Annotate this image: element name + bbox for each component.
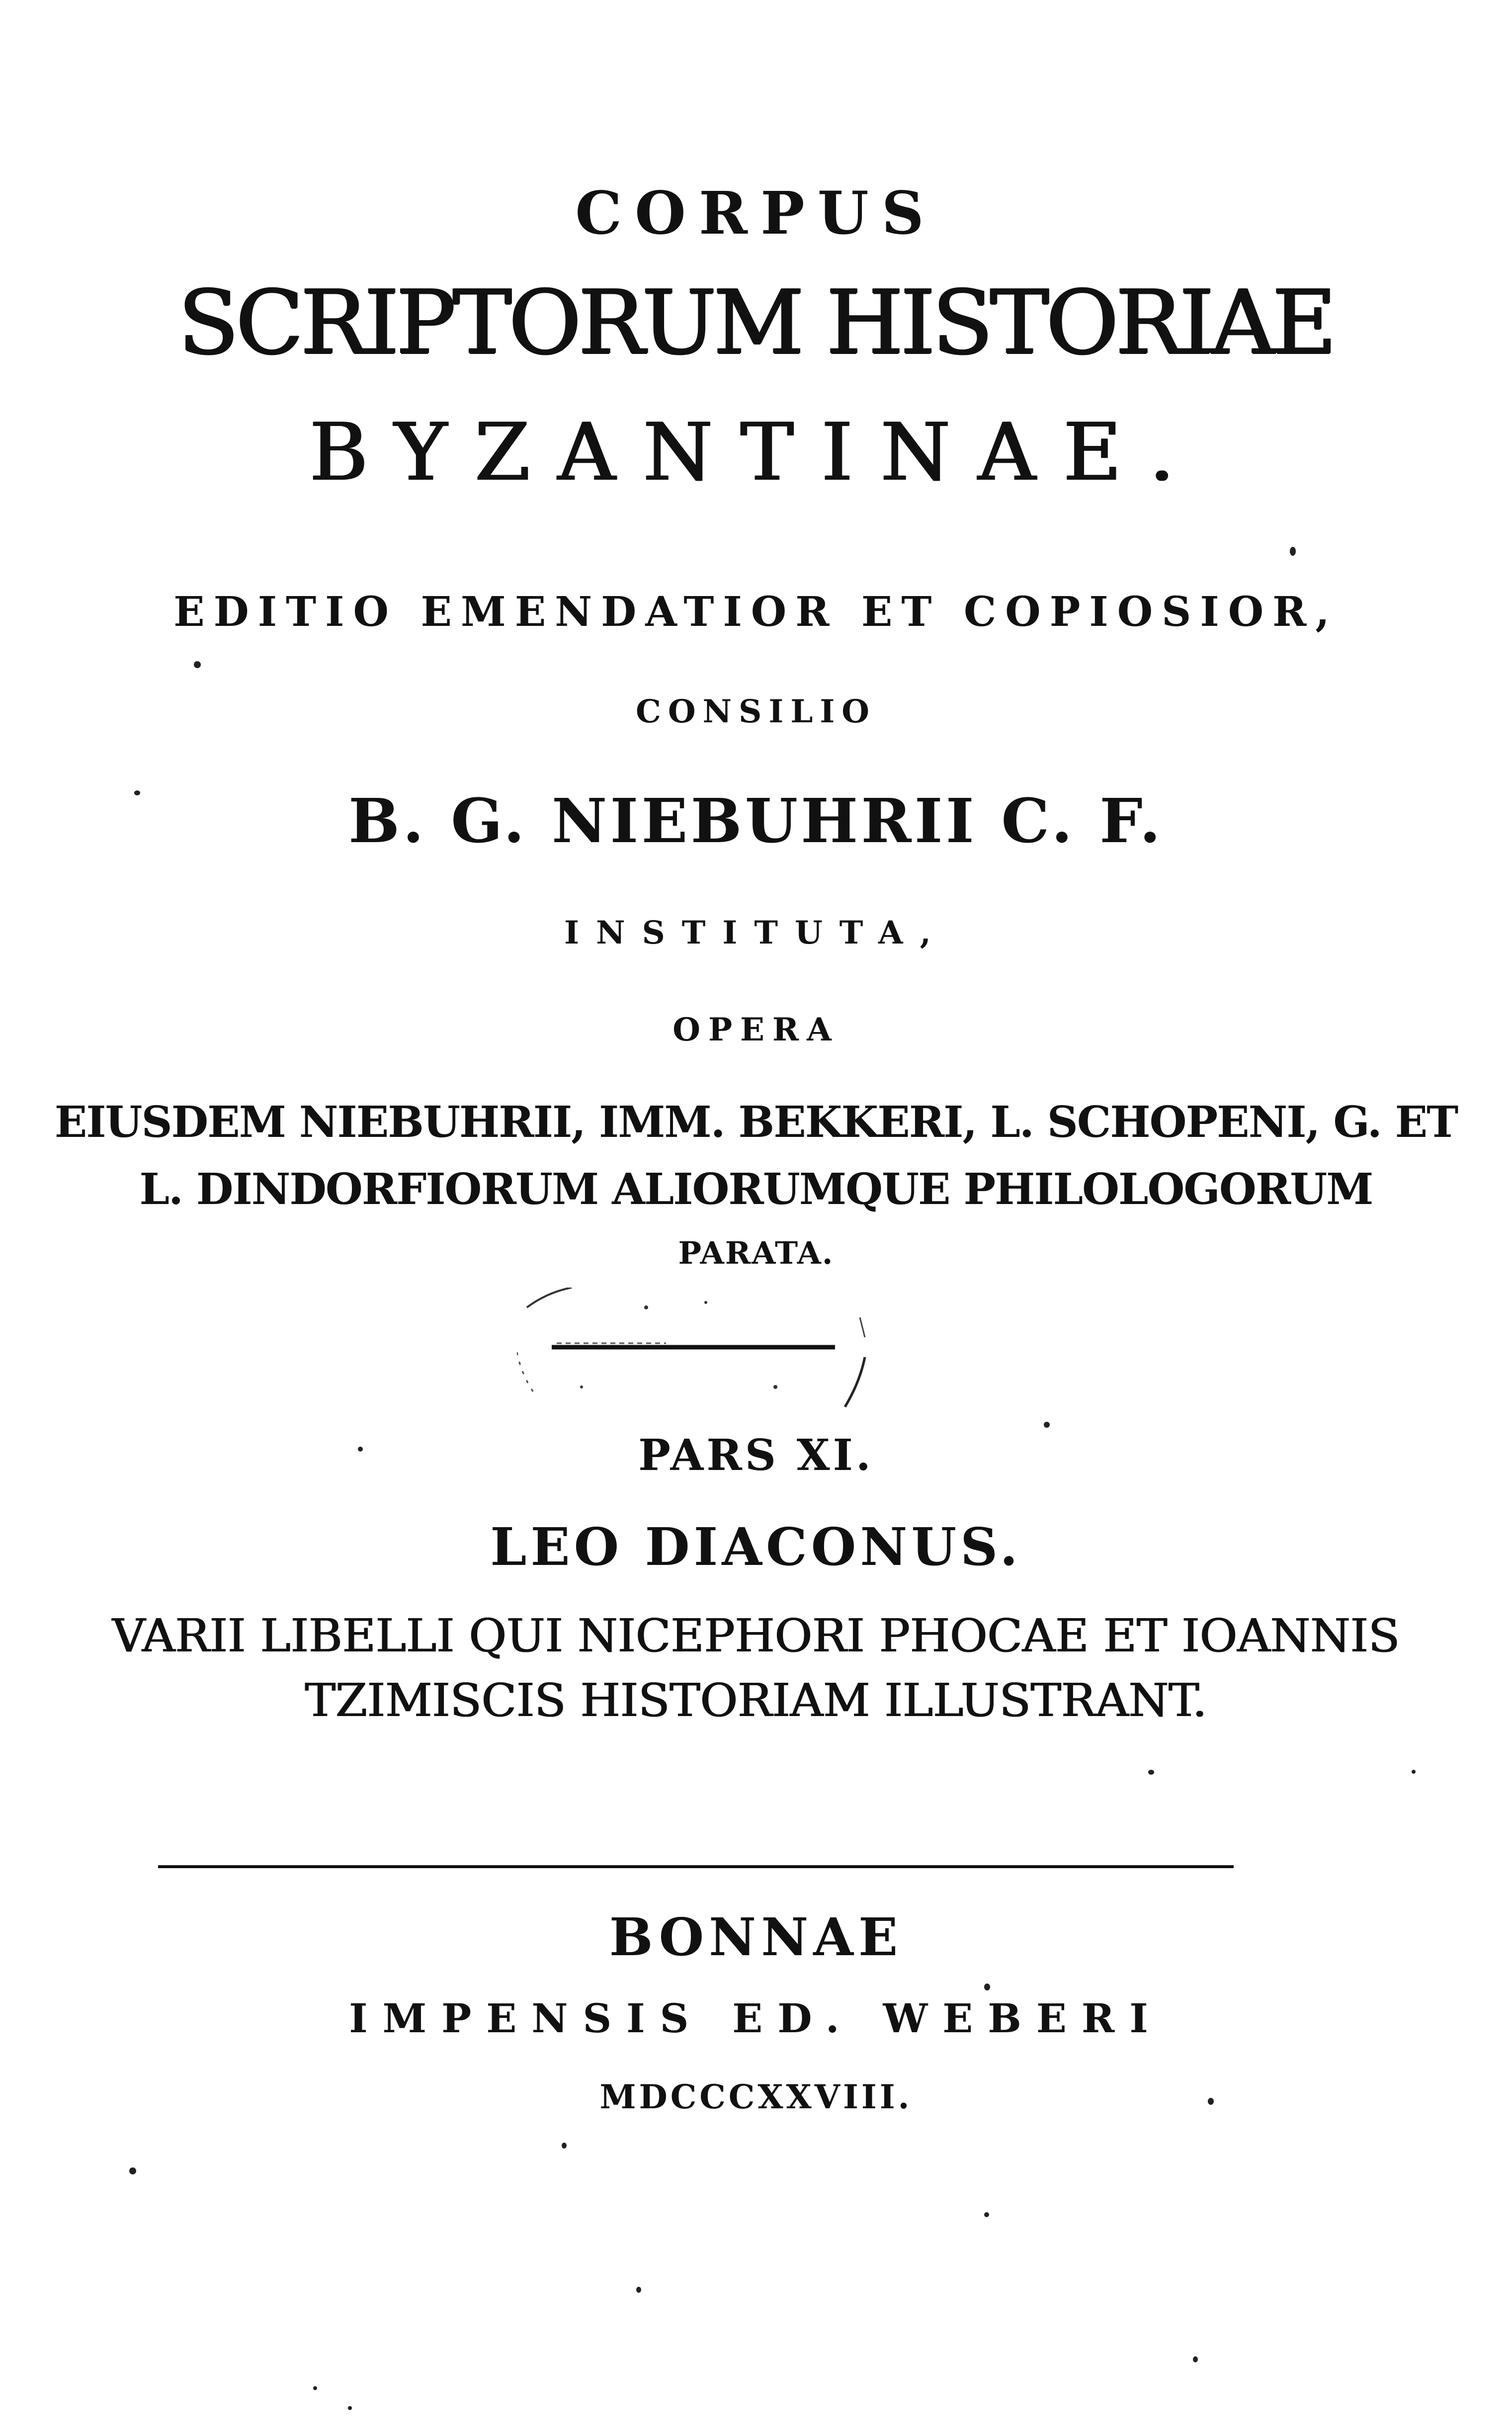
opera-label: OPERA <box>672 1011 840 1048</box>
paper-speck <box>1208 2098 1214 2105</box>
imprint-publisher: IMPENSIS ED. WEBERI <box>349 1995 1163 2042</box>
paper-speck <box>358 1447 363 1452</box>
volume-subtitle-line-1: VARII LIBELLI QUI NICEPHORI PHOCAE ET IOANNIS <box>112 1609 1400 1662</box>
library-stamp-ornament <box>517 1288 895 1417</box>
imprint-place: BONNAE <box>609 1906 903 1968</box>
paper-speck <box>1193 2356 1198 2362</box>
volume-author: LEO DIACONUS. <box>490 1516 1022 1577</box>
paper-speck <box>1412 1770 1416 1774</box>
paper-speck <box>636 2287 641 2293</box>
editors-line-2: L. DINDORFIORUM ALIORUMQUE PHILOLOGORUM <box>139 1164 1373 1214</box>
paper-speck <box>134 790 140 795</box>
consilio-label: CONSILIO <box>635 693 877 730</box>
paper-speck <box>129 2167 136 2174</box>
editors-line-1: EIUSDEM NIEBUHRII, IMM. BEKKERI, L. SCHOPENI, G. ET <box>54 1097 1458 1147</box>
imprint-year: MDCCCXXVIII. <box>599 2077 913 2116</box>
paper-speck <box>562 2143 567 2149</box>
paper-speck <box>1148 1770 1154 1775</box>
editors-line-3: PARATA. <box>678 1235 834 1271</box>
title-byzantinae: BYZANTINAE. <box>309 406 1203 499</box>
paper-speck <box>1290 547 1296 556</box>
paper-speck <box>1044 1422 1050 1428</box>
paper-speck <box>194 661 201 668</box>
volume-subtitle-line-2: TZIMISCIS HISTORIAM ILLUSTRANT. <box>305 1674 1207 1727</box>
instituta-label: INSTITUTA, <box>564 914 948 951</box>
volume-part: PARS XI. <box>638 1430 874 1480</box>
title-scriptorum-historiae: SCRIPTORUM HISTORIAE <box>178 271 1334 374</box>
horizontal-rule <box>158 1865 1234 1868</box>
edition-statement: EDITIO EMENDATIOR ET COPIOSIOR, <box>173 588 1339 636</box>
paper-speck <box>313 2386 317 2390</box>
paper-speck <box>348 2406 352 2410</box>
founder-name: B. G. NIEBUHRII C. F. <box>348 785 1164 857</box>
paper-speck <box>984 1984 990 1990</box>
paper-speck <box>984 2212 989 2217</box>
title-corpus: CORPUS <box>575 178 937 248</box>
